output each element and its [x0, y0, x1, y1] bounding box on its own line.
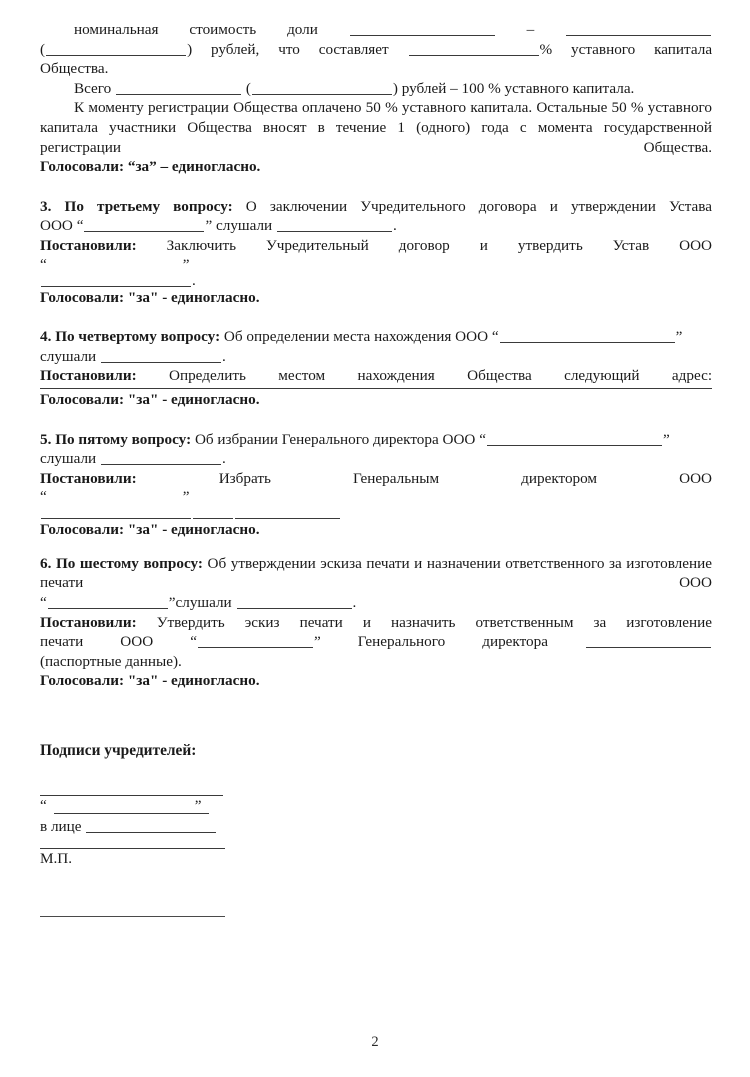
- percent-sign: %: [539, 40, 553, 58]
- total-line: [40, 79, 712, 99]
- blank-company-name-6[interactable]: [48, 595, 168, 609]
- item6-quote-close-2: ”: [314, 633, 321, 651]
- vote-result-item2: Голосовали: “за” – единогласно.: [40, 158, 261, 176]
- item4-quote-open: “: [491, 328, 499, 346]
- item3-rw3: договор: [398, 236, 450, 254]
- what-word: что: [278, 40, 300, 58]
- item3-rw6: Устав: [612, 236, 650, 254]
- blank-speaker-5[interactable]: [101, 451, 221, 465]
- item4-rw6: адрес:: [671, 367, 713, 385]
- item6-rw1: печати: [40, 633, 84, 651]
- item6-heading: [40, 554, 712, 593]
- item6-passport-note: (паспортные данные).: [40, 652, 182, 670]
- item4-rw5: следующий: [564, 367, 640, 385]
- item5-resolved-line: [40, 469, 712, 489]
- item6-heard-line: [40, 593, 712, 613]
- item3-heard: слушали: [216, 217, 273, 235]
- vote-result-item4: Голосовали: "за" - единогласно.: [40, 390, 260, 408]
- item3-rw1: Заключить: [166, 236, 237, 254]
- page-number: 2: [371, 1034, 379, 1050]
- blank-nominal-words[interactable]: [566, 22, 711, 36]
- item4-heard-line: [40, 347, 712, 367]
- item5-director-blank-row: [40, 505, 712, 520]
- total-paragraph: [40, 79, 712, 99]
- item3-period-2: .: [192, 271, 196, 289]
- seal-label: М.П.: [40, 850, 73, 868]
- item3-rw7: ООО: [679, 236, 713, 254]
- payment-text: К моменту регистрации Общества оплачено 50 % уставного капитала. Остальные 50 % уставного капитала участники Общества вносят в течение 1 (одного) года с момента государственной регистрации Общества.: [40, 99, 712, 156]
- paren-close: ): [187, 40, 193, 58]
- item4-rw4: Общества: [467, 367, 532, 385]
- blank-director-name-6[interactable]: [586, 634, 711, 648]
- blank-company-name-6b[interactable]: [198, 634, 313, 648]
- item3-heard-line: [40, 216, 712, 236]
- total-tail: рублей – 100 % уставного капитала.: [401, 79, 635, 97]
- item3-number-title: 3. По третьему вопросу:: [40, 197, 233, 215]
- value-word: стоимость: [189, 21, 257, 38]
- total-label: Всего: [74, 79, 112, 97]
- item5-rw3: директором: [521, 469, 598, 487]
- blank-director-gap-5[interactable]: [193, 505, 233, 519]
- item6-resolved-line-1: [40, 613, 712, 633]
- item3-heading: [40, 197, 712, 217]
- item5-heading: [40, 430, 712, 450]
- item4-heading: [40, 327, 712, 347]
- item5-subject: Об избрании Генерального директора ООО: [194, 430, 476, 448]
- blank-company-name-5b[interactable]: [41, 505, 191, 519]
- payment-paragraph: [40, 98, 712, 157]
- signature-company-quoted-row: [40, 797, 712, 814]
- document-body: [40, 20, 712, 917]
- signatures-title: Подписи учредителей:: [40, 742, 197, 760]
- nominal-word: номинальная: [74, 21, 159, 38]
- sig-quote-open: “: [40, 797, 47, 815]
- item3-quote-open-2: “: [40, 255, 47, 273]
- item4-rw1: Определить: [168, 367, 246, 385]
- item4-resolved-line: [40, 366, 712, 386]
- item5-period: .: [222, 450, 226, 468]
- item4-quote-close: ”: [675, 328, 683, 346]
- item3-charter-blank-row: [40, 273, 712, 288]
- paren-open: (: [40, 40, 46, 58]
- capital-word: капитала: [654, 40, 713, 58]
- item3-quote-open: “: [76, 217, 84, 235]
- item3-resolved-label: Постановили:: [40, 236, 137, 254]
- blank-speaker-4[interactable]: [101, 349, 221, 363]
- share-word: доли: [287, 21, 318, 38]
- charter-word: уставного: [571, 40, 636, 58]
- agenda-item-5: [40, 430, 712, 540]
- blank-total-figures[interactable]: [116, 81, 241, 95]
- item5-quote-close: ”: [662, 430, 670, 448]
- item6-resolved-label: Постановили:: [40, 613, 137, 631]
- blank-percent-value[interactable]: [409, 42, 539, 56]
- constitutes-word: составляет: [318, 40, 389, 58]
- agenda-item-6: [40, 554, 712, 691]
- item5-heard-line: [40, 449, 712, 469]
- vote-result-item3: Голосовали: "за" - единогласно.: [40, 288, 260, 306]
- capital-paragraph: [40, 20, 712, 79]
- item5-heard: слушали: [40, 450, 97, 468]
- item5-quote-open: “: [479, 430, 486, 448]
- item3-quote-close-2: ”: [182, 255, 190, 273]
- capital-line-1: [40, 20, 712, 40]
- total-paren-open: (: [245, 79, 251, 97]
- item4-heard: слушали: [40, 347, 97, 365]
- item4-rw2: местом: [278, 367, 326, 385]
- item6-quote-open-2: “: [190, 633, 197, 651]
- item3-rw4: и: [479, 236, 488, 254]
- item5-rw4: ООО: [679, 469, 713, 487]
- item6-subject: Об утверждении эскиза печати и назначении ответственного за изготовление печати ООО: [40, 554, 712, 592]
- blank-company-name-3[interactable]: [84, 218, 204, 232]
- item6-resolved-line-2: [40, 632, 712, 652]
- item3-subject: О заключении Учредительного договора и утверждении Устава: [245, 197, 713, 215]
- capital-line-3: Общества.: [40, 60, 109, 78]
- blank-amount-words[interactable]: [46, 42, 186, 56]
- item4-period: .: [222, 347, 226, 365]
- item5-quote-open-2: “: [40, 488, 47, 506]
- item6-quote-close: ”: [168, 594, 176, 612]
- item3-resolved-line: [40, 236, 712, 256]
- item6-rw4: директора: [482, 633, 548, 651]
- item4-resolved-label: Постановили:: [40, 367, 137, 385]
- item6-heard: слушали: [175, 594, 232, 612]
- item3-period: .: [393, 217, 397, 235]
- blank-founder-name[interactable]: [40, 795, 223, 796]
- blank-company-name-4[interactable]: [500, 329, 675, 343]
- item3-rw5: утвердить: [517, 236, 583, 254]
- dash-separator: –: [526, 21, 535, 38]
- item5-rw1: Избрать: [218, 469, 271, 487]
- item5-quote-close-2: ”: [182, 488, 190, 506]
- item5-number-title: 5. По пятому вопросу:: [40, 430, 192, 448]
- item5-quoted-blank-row: [40, 488, 712, 505]
- in-person-label: в лице: [40, 818, 82, 836]
- item4-rw3: нахождения: [357, 367, 435, 385]
- item6-rw2: ООО: [120, 633, 154, 651]
- item3-quote-close: ”: [205, 217, 213, 235]
- blank-second-founder-signature[interactable]: [40, 916, 225, 917]
- blank-company-name-5[interactable]: [487, 432, 662, 446]
- blank-speaker-6[interactable]: [237, 595, 352, 609]
- agenda-item-4: [40, 327, 712, 409]
- item6-resolved-text: Утвердить эскиз печати и назначить ответственным за изготовление: [156, 613, 712, 631]
- blank-representative-name[interactable]: [86, 819, 216, 833]
- rubles-word: рублей,: [210, 40, 260, 58]
- blank-speaker-3[interactable]: [277, 218, 392, 232]
- blank-charter-name-3[interactable]: [41, 273, 191, 287]
- item6-rw3: Генерального: [357, 633, 446, 651]
- item5-resolved-label: Постановили:: [40, 469, 137, 487]
- blank-total-words[interactable]: [252, 81, 392, 95]
- sig-quote-close: ”: [194, 797, 202, 815]
- agenda-item-3: [40, 197, 712, 307]
- item6-period: .: [352, 594, 357, 612]
- vote-result-item6: Голосовали: "за" - единогласно.: [40, 672, 260, 690]
- blank-director-name-5[interactable]: [235, 505, 340, 519]
- total-paren-close: ): [392, 79, 398, 97]
- signature-block: [40, 795, 712, 868]
- item4-number-title: 4. По четвертому вопросу:: [40, 328, 221, 346]
- item6-quote-open: “: [40, 594, 47, 612]
- item3-rw2: Учредительный: [266, 236, 369, 254]
- item5-rw2: Генеральным: [352, 469, 440, 487]
- blank-address-4[interactable]: [40, 388, 712, 389]
- item4-subject: Об определении места нахождения ООО: [223, 328, 489, 346]
- item3-quoted-blank-row: [40, 256, 712, 273]
- capital-line-2: [40, 40, 712, 60]
- signature-in-person-row: [40, 817, 712, 836]
- item3-ooo: ООО: [40, 217, 73, 235]
- vote-result-item5: Голосовали: "за" - единогласно.: [40, 521, 260, 539]
- item6-number-title: 6. По шестому вопросу:: [40, 554, 203, 572]
- blank-nominal-value[interactable]: [350, 22, 495, 36]
